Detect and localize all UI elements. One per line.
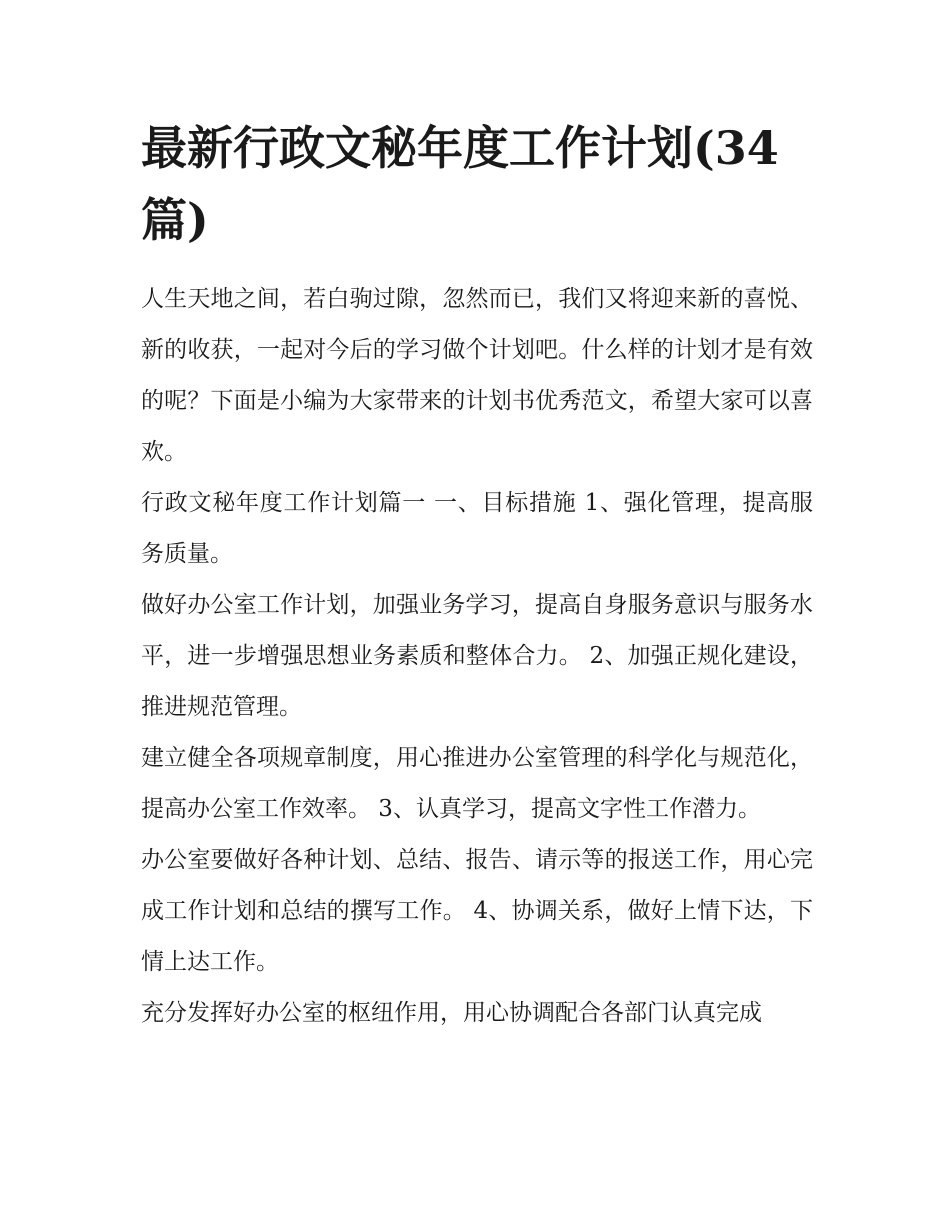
paragraph-coordination: 充分发挥好办公室的枢纽作用，用心协调配合各部门认真完成 [141,1000,762,1026]
document-page [141,112,813,1039]
paragraph-rules-system: 建立健全各项规章制度，用心推进办公室管理的科学化与规范化，提高办公室工作效率。 3、认真学习，提高文字性工作潜力。 [141,745,813,822]
paragraph-reports: 办公室要做好各种计划、总结、报告、请示等的报送工作，用心完成工作计划和总结的撰写工作。 4、协调关系，做好上情下达，下情上达工作。 [141,847,813,975]
paragraph-intro: 人生天地之间，若白驹过隙，忽然而已，我们又将迎来新的喜悦、新的收获，一起对今后的学习做个计划吧。什么样的计划才是有效的呢？下面是小编为大家带来的计划书优秀范文，希望大家可以喜欢。 [141,286,813,465]
document-title: 最新行政文秘年度工作计划(34篇) [141,121,779,247]
paragraph-goal-measures: 行政文秘年度工作计划篇一 一、目标措施 1、强化管理，提高服务质量。 [141,490,813,567]
paragraph-office-plan: 做好办公室工作计划，加强业务学习，提高自身服务意识与服务水平，进一步增强思想业务素质和整体合力。 2、加强正规化建设，推进规范管理。 [141,592,813,720]
